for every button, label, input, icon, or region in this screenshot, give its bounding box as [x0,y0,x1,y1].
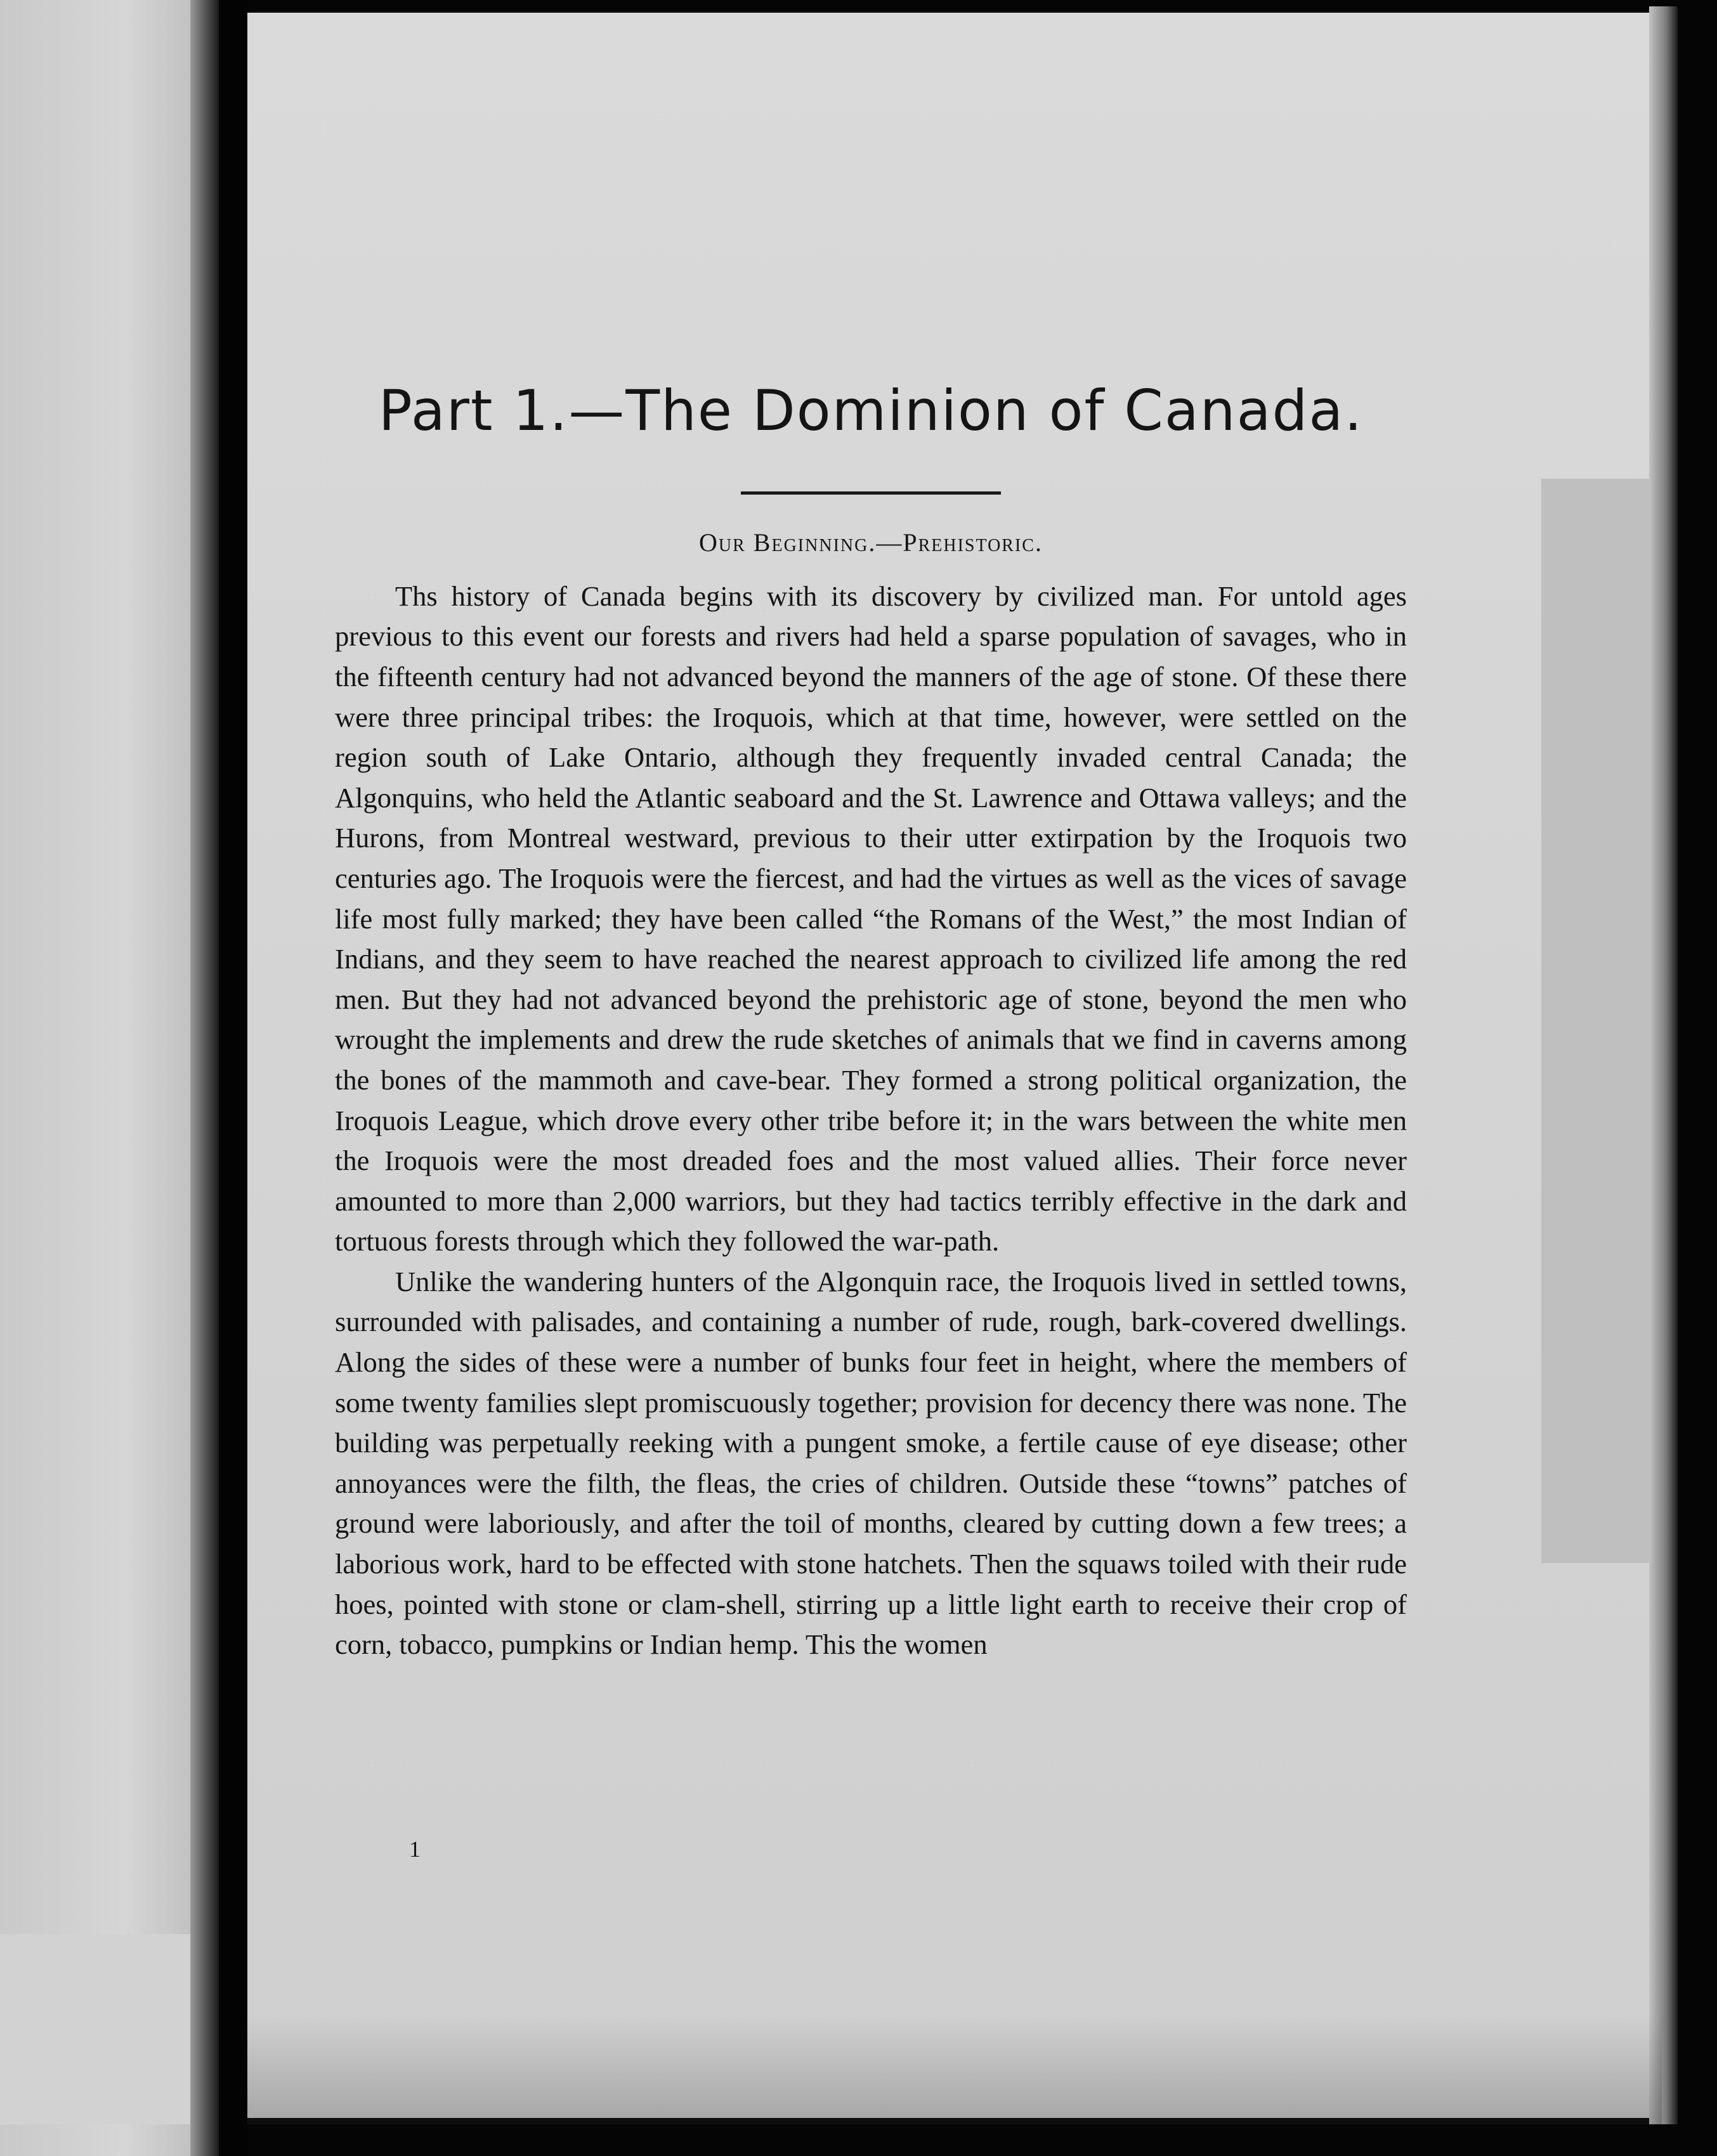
book-gutter [219,0,247,2156]
page-number: 1 [409,1836,421,1862]
page-shadow [190,0,219,2156]
section-heading: Our Beginning.—Prehistoric. [699,528,1043,557]
page-bottom-shading [247,2016,1662,2124]
paragraph-2: Unlike the wandering hunters of the Algonquin race, the Iroquois lived in settled towns, surrounded with palisades, and containing a number of rude, rough, bark-covered dwellings. Along the sides of these were a number of bunks four feet in height, where the members of some twenty families slept promiscuously together; provision for decency there was none. The building was perpetually reeking with a pungent smoke, a fertile cause of eye disease; other annoyances were the filth, the fleas, the cries of children. Outside these “towns” patches of ground were laboriously, and after the toil of months, cleared by cutting down a few trees; a laborious work, hard to be effected with stone hatchets. Then the squaws toiled with their rude hoes, pointed with stone or clam-shell, stirring up a little light earth to receive their crop of corn, tobacco, pumpkins or Indian hemp. This the women [335,1265,1407,1661]
page-content [335,380,1407,1665]
title-rule [741,491,1001,495]
adjacent-page-edge [0,0,206,2156]
part-title: Part 1.—The Dominion of Canada. [378,378,1364,443]
page-right-edge [1649,6,1678,2124]
adjacent-page-lower [0,1934,206,2124]
paragraph-1: Ths history of Canada begins with its discovery by civilized man. For untold ages previous to this event our forests and rivers had held a sparse population of savages, who in the fifteenth century had not advanced beyond the manners of the age of stone. Of these there were three principal tribes: the Iroquois, which at that time, however, were settled on the region south of Lake Ontario, although they frequently invaded central Canada; the Algonquins, who held the Atlantic seaboard and the St. Lawrence and Ottawa valleys; and the Hurons, from Montreal westward, previous to their utter extirpation by the Iroquois two centuries ago. The Iroquois were the fiercest, and had the virtues as well as the vices of savage life most fully marked; they have been called “the Romans of the West,” the most Indian of Indians, and they seem to have reached the nearest approach to civilized life among the red men. But they had not advanced beyond the prehistoric age of stone, beyond the men who wrought the implements and drew the rude sketches of animals that we find in caverns among the bones of the mammoth and cave-bear. They formed a strong political organization, the Iroquois League, which drove every other tribe before it; in the wars between the white men the Iroquois were the most dreaded foes and the most valued allies. Their force never amounted to more than 2,000 warriors, but they had tactics terribly effective in the dark and tortuous forests through which they followed the war-path. [335,580,1407,1257]
